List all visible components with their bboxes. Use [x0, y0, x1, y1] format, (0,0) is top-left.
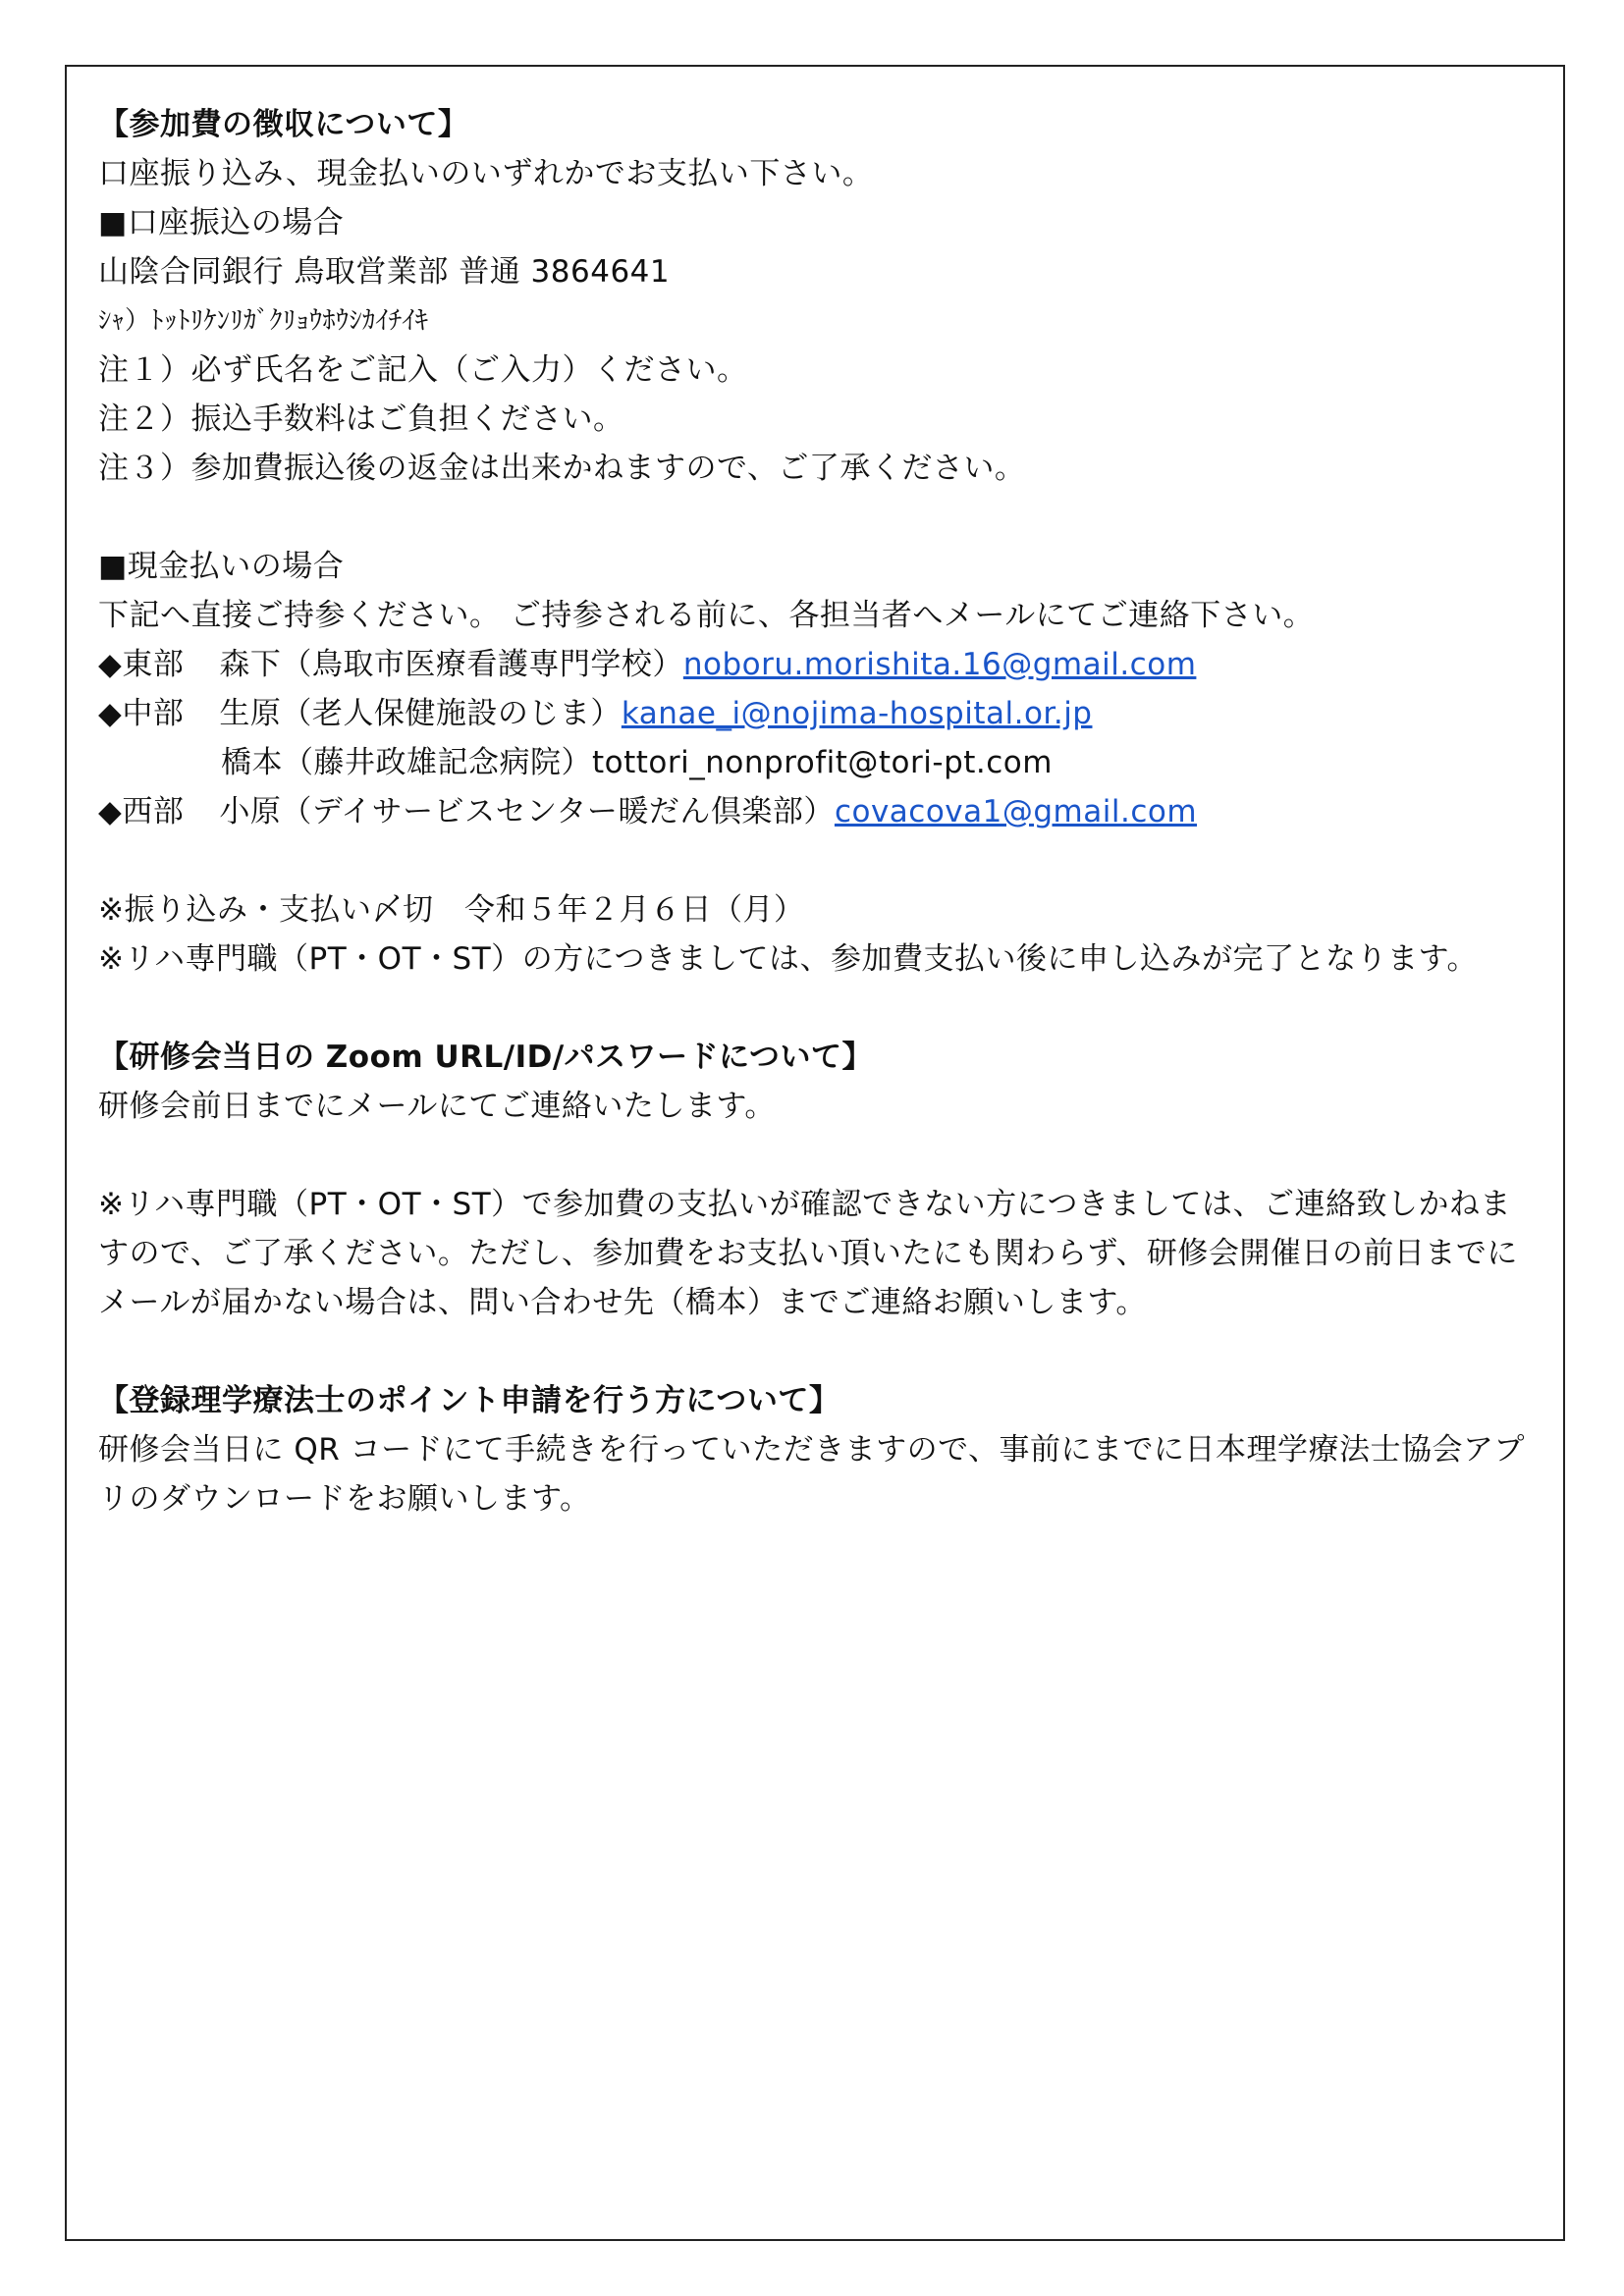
payment-deadline: ※振り込み・支払い〆切 令和５年２月６日（月） [98, 892, 805, 928]
contact-email-link[interactable]: kanae_i@nojima-hospital.or.jp [621, 696, 1093, 731]
cash-intro: 下記へ直接ご持参ください。 ご持参される前に、各担当者へメールにてご連絡下さい。 [98, 598, 1315, 633]
cash-heading: ■現金払いの場合 [98, 549, 345, 584]
contact-row [98, 787, 1542, 836]
bank-account: 山陰合同銀行 鳥取営業部 普通 3864641 [98, 254, 671, 290]
zoom-text: 研修会前日までにメールにてご連絡いたします。 [98, 1089, 776, 1124]
note-2: 注２）振込手数料はご負担ください。 [98, 401, 624, 437]
fee-intro: 口座振り込み、現金払いのいずれかでお支払い下さい。 [98, 156, 874, 191]
points-heading: 【登録理学療法士のポイント申請を行う方について】 [98, 1383, 840, 1418]
contact-email-link[interactable]: covacova1@gmail.com [834, 794, 1198, 829]
contact-name: 橋本（藤井政雄記念病院） [221, 745, 592, 780]
contact-region: ◆中部 [98, 696, 185, 731]
zoom-note: ※リハ専門職（PT・OT・ST）で参加費の支払いが確認できない方につきましては、ご連絡致しかねますので、ご了承ください。ただし、参加費をお支払い頂いたにも関わらず、研修会開催日の前日までにメールが届かない場合は、問い合わせ先（橋本）までご連絡お願いします。 [98, 1187, 1518, 1320]
contact-name: 森下（鳥取市医療看護専門学校） [219, 647, 683, 682]
contact-row [98, 738, 1542, 787]
contact-email: tottori_nonprofit@tori-pt.com [592, 745, 1053, 780]
note-1: 注１）必ず氏名をご記入（ご入力）ください。 [98, 352, 748, 388]
zoom-heading: 【研修会当日の Zoom URL/ID/パスワードについて】 [98, 1040, 874, 1075]
bank-holder: ｼｬ）ﾄｯﾄﾘｹﾝﾘｶﾞｸﾘｮｳﾎｳｼｶｲﾁｲｷ [98, 306, 429, 336]
contact-email-link[interactable]: noboru.morishita.16@gmail.com [682, 647, 1197, 682]
contact-row [98, 640, 1542, 689]
note-3: 注３）参加費振込後の返金は出来かねますので、ご了承ください。 [98, 451, 1026, 486]
contact-name: 生原（老人保健施設のじま） [219, 696, 622, 731]
contact-region: ◆西部 [98, 794, 185, 829]
points-text: 研修会当日に QR コードにて手続きを行っていただきますので、事前にまでに日本理学療法士協会アプリのダウンロードをお願いします。 [98, 1432, 1526, 1517]
document-body [98, 100, 1542, 1523]
contact-row [98, 689, 1542, 738]
fee-heading: 【参加費の徴収について】 [98, 107, 469, 142]
completion-note: ※リハ専門職（PT・OT・ST）の方につきましては、参加費支払い後に申し込みが完了となります。 [98, 941, 1479, 977]
bank-heading: ■口座振込の場合 [98, 205, 345, 240]
contact-name: 小原（デイサービスセンター暖だん倶楽部） [219, 794, 835, 829]
contact-region: ◆東部 [98, 647, 185, 682]
